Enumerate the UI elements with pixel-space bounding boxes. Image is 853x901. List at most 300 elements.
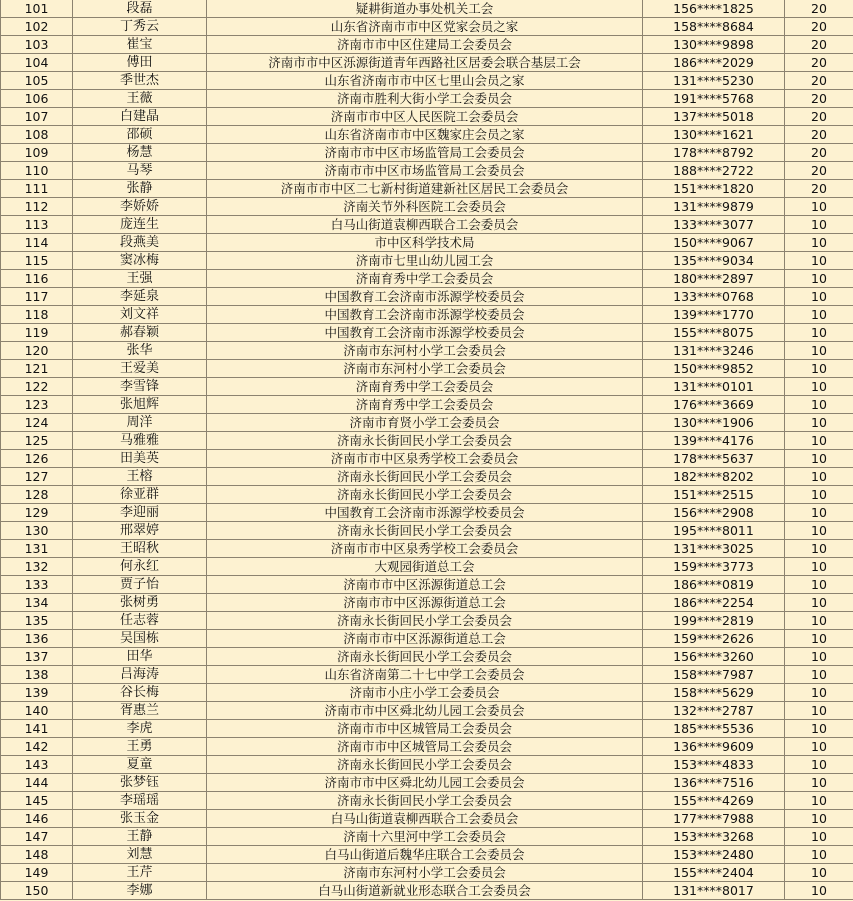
points-cell: 10 (785, 828, 853, 846)
organization-cell: 济南市市中区泺源街道总工会 (207, 630, 643, 648)
table-row (1, 630, 853, 648)
organization-cell: 济南永长街回民小学工会委员会 (207, 612, 643, 630)
phone-cell: 153****2480 (643, 846, 785, 864)
name-cell: 王薇 (73, 90, 207, 108)
points-cell: 20 (785, 72, 853, 90)
row-number-cell: 138 (1, 666, 73, 684)
points-cell: 10 (785, 252, 853, 270)
row-number-cell: 146 (1, 810, 73, 828)
table-row (1, 846, 853, 864)
organization-cell: 济南永长街回民小学工会委员会 (207, 468, 643, 486)
row-number-cell: 114 (1, 234, 73, 252)
table-row (1, 180, 853, 198)
table-row (1, 432, 853, 450)
row-number-cell: 133 (1, 576, 73, 594)
table-row (1, 144, 853, 162)
phone-cell: 132****2787 (643, 702, 785, 720)
name-cell: 何永红 (73, 558, 207, 576)
organization-cell: 济南育秀中学工会委员会 (207, 396, 643, 414)
row-number-cell: 150 (1, 882, 73, 900)
name-cell: 任志蓉 (73, 612, 207, 630)
points-cell: 10 (785, 198, 853, 216)
row-number-cell: 147 (1, 828, 73, 846)
table-row (1, 360, 853, 378)
organization-cell: 济南市市中区舜北幼儿园工会委员会 (207, 774, 643, 792)
row-number-cell: 137 (1, 648, 73, 666)
name-cell: 胥惠兰 (73, 702, 207, 720)
row-number-cell: 106 (1, 90, 73, 108)
phone-cell: 155****4269 (643, 792, 785, 810)
points-cell: 10 (785, 648, 853, 666)
organization-cell: 济南永长街回民小学工会委员会 (207, 432, 643, 450)
row-number-cell: 102 (1, 18, 73, 36)
phone-cell: 185****5536 (643, 720, 785, 738)
organization-cell: 中国教育工会济南市泺源学校委员会 (207, 324, 643, 342)
points-cell: 20 (785, 18, 853, 36)
row-number-cell: 117 (1, 288, 73, 306)
table-row (1, 36, 853, 54)
table-row (1, 738, 853, 756)
row-number-cell: 144 (1, 774, 73, 792)
name-cell: 季世杰 (73, 72, 207, 90)
row-number-cell: 112 (1, 198, 73, 216)
organization-cell: 山东省济南第二十七中学工会委员会 (207, 666, 643, 684)
table-row (1, 54, 853, 72)
organization-cell: 济南永长街回民小学工会委员会 (207, 756, 643, 774)
row-number-cell: 105 (1, 72, 73, 90)
points-cell: 10 (785, 378, 853, 396)
row-number-cell: 116 (1, 270, 73, 288)
name-cell: 段燕美 (73, 234, 207, 252)
points-cell: 20 (785, 36, 853, 54)
phone-cell: 131****5230 (643, 72, 785, 90)
name-cell: 李瑶瑶 (73, 792, 207, 810)
row-number-cell: 139 (1, 684, 73, 702)
name-cell: 庞连生 (73, 216, 207, 234)
phone-cell: 199****2819 (643, 612, 785, 630)
points-cell: 20 (785, 108, 853, 126)
organization-cell: 济南市市中区泺源街道总工会 (207, 594, 643, 612)
points-cell: 10 (785, 234, 853, 252)
phone-cell: 178****8792 (643, 144, 785, 162)
name-cell: 王芹 (73, 864, 207, 882)
table-row (1, 162, 853, 180)
organization-cell: 济南永长街回民小学工会委员会 (207, 792, 643, 810)
table-row (1, 828, 853, 846)
name-cell: 张树勇 (73, 594, 207, 612)
name-cell: 王静 (73, 828, 207, 846)
points-cell: 10 (785, 684, 853, 702)
table-row (1, 450, 853, 468)
row-number-cell: 149 (1, 864, 73, 882)
name-cell: 王昭秋 (73, 540, 207, 558)
row-number-cell: 122 (1, 378, 73, 396)
table-row (1, 576, 853, 594)
organization-cell: 白马山街道后魏华庄联合工会委员会 (207, 846, 643, 864)
name-cell: 刘文祥 (73, 306, 207, 324)
phone-cell: 135****9034 (643, 252, 785, 270)
organization-cell: 济南市市中区市场监管局工会委员会 (207, 162, 643, 180)
organization-cell: 山东省济南市市中区魏家庄会员之家 (207, 126, 643, 144)
organization-cell: 济南市市中区二七新村街道建新社区居民工会委员会 (207, 180, 643, 198)
table-row (1, 756, 853, 774)
organization-cell: 济南市胜利大街小学工会委员会 (207, 90, 643, 108)
organization-cell: 济南市市中区人民医院工会委员会 (207, 108, 643, 126)
points-cell: 20 (785, 180, 853, 198)
phone-cell: 156****1825 (643, 0, 785, 18)
name-cell: 周洋 (73, 414, 207, 432)
organization-cell: 济南市市中区泉秀学校工会委员会 (207, 450, 643, 468)
name-cell: 杨慧 (73, 144, 207, 162)
row-number-cell: 135 (1, 612, 73, 630)
table-row (1, 522, 853, 540)
table-row (1, 720, 853, 738)
table-row (1, 306, 853, 324)
row-number-cell: 130 (1, 522, 73, 540)
phone-cell: 131****0101 (643, 378, 785, 396)
organization-cell: 白马山街道新就业形态联合工会委员会 (207, 882, 643, 900)
points-cell: 10 (785, 864, 853, 882)
organization-cell: 济南市小庄小学工会委员会 (207, 684, 643, 702)
table-row (1, 0, 853, 18)
points-cell: 10 (785, 522, 853, 540)
table-row (1, 504, 853, 522)
organization-cell: 山东省济南市市中区党家会员之家 (207, 18, 643, 36)
name-cell: 丁秀云 (73, 18, 207, 36)
row-number-cell: 132 (1, 558, 73, 576)
table-row (1, 216, 853, 234)
points-cell: 10 (785, 558, 853, 576)
points-cell: 10 (785, 360, 853, 378)
name-cell: 李延泉 (73, 288, 207, 306)
points-cell: 10 (785, 324, 853, 342)
table-row (1, 252, 853, 270)
phone-cell: 139****1770 (643, 306, 785, 324)
table-row (1, 774, 853, 792)
row-number-cell: 145 (1, 792, 73, 810)
organization-cell: 济南永长街回民小学工会委员会 (207, 522, 643, 540)
name-cell: 马雅雅 (73, 432, 207, 450)
phone-cell: 131****8017 (643, 882, 785, 900)
organization-cell: 白马山街道袁柳西联合工会委员会 (207, 216, 643, 234)
row-number-cell: 103 (1, 36, 73, 54)
row-number-cell: 118 (1, 306, 73, 324)
table-row (1, 882, 853, 900)
phone-cell: 159****3773 (643, 558, 785, 576)
name-cell: 邢翠婷 (73, 522, 207, 540)
row-number-cell: 108 (1, 126, 73, 144)
name-cell: 田华 (73, 648, 207, 666)
points-cell: 10 (785, 486, 853, 504)
table-row (1, 468, 853, 486)
table-row (1, 234, 853, 252)
points-cell: 10 (785, 756, 853, 774)
phone-cell: 156****2908 (643, 504, 785, 522)
points-cell: 10 (785, 342, 853, 360)
table-row (1, 270, 853, 288)
points-cell: 10 (785, 702, 853, 720)
points-cell: 20 (785, 0, 853, 18)
phone-cell: 180****2897 (643, 270, 785, 288)
table-row (1, 396, 853, 414)
name-cell: 徐亚群 (73, 486, 207, 504)
row-number-cell: 128 (1, 486, 73, 504)
row-number-cell: 143 (1, 756, 73, 774)
points-cell: 10 (785, 594, 853, 612)
organization-cell: 市中区科学技术局 (207, 234, 643, 252)
phone-cell: 186****2254 (643, 594, 785, 612)
organization-cell: 济南永长街回民小学工会委员会 (207, 486, 643, 504)
organization-cell: 济南市市中区泺源街道总工会 (207, 576, 643, 594)
phone-cell: 177****7988 (643, 810, 785, 828)
organization-cell: 济南市育贤小学工会委员会 (207, 414, 643, 432)
table-row (1, 810, 853, 828)
row-number-cell: 136 (1, 630, 73, 648)
points-cell: 10 (785, 468, 853, 486)
row-number-cell: 119 (1, 324, 73, 342)
row-number-cell: 127 (1, 468, 73, 486)
points-cell: 10 (785, 414, 853, 432)
table-row (1, 864, 853, 882)
table-row (1, 198, 853, 216)
organization-cell: 济南育秀中学工会委员会 (207, 270, 643, 288)
points-cell: 10 (785, 576, 853, 594)
organization-cell: 济南育秀中学工会委员会 (207, 378, 643, 396)
points-cell: 10 (785, 450, 853, 468)
row-number-cell: 113 (1, 216, 73, 234)
name-cell: 白建晶 (73, 108, 207, 126)
row-number-cell: 107 (1, 108, 73, 126)
points-cell: 10 (785, 720, 853, 738)
phone-cell: 153****3268 (643, 828, 785, 846)
row-number-cell: 129 (1, 504, 73, 522)
table-row (1, 108, 853, 126)
name-cell: 张静 (73, 180, 207, 198)
organization-cell: 疑耕街道办事处机关工会 (207, 0, 643, 18)
organization-cell: 白马山街道袁柳西联合工会委员会 (207, 810, 643, 828)
name-cell: 吕海涛 (73, 666, 207, 684)
row-number-cell: 126 (1, 450, 73, 468)
row-number-cell: 125 (1, 432, 73, 450)
name-cell: 贾子怡 (73, 576, 207, 594)
phone-cell: 130****1906 (643, 414, 785, 432)
row-number-cell: 121 (1, 360, 73, 378)
table-row (1, 702, 853, 720)
name-cell: 王榕 (73, 468, 207, 486)
name-cell: 谷长梅 (73, 684, 207, 702)
points-cell: 10 (785, 612, 853, 630)
organization-cell: 济南市市中区泉秀学校工会委员会 (207, 540, 643, 558)
organization-cell: 中国教育工会济南市泺源学校委员会 (207, 306, 643, 324)
points-cell: 10 (785, 288, 853, 306)
organization-cell: 济南市市中区城管局工会委员会 (207, 738, 643, 756)
name-cell: 段磊 (73, 0, 207, 18)
table-row (1, 792, 853, 810)
name-cell: 李迎丽 (73, 504, 207, 522)
points-cell: 10 (785, 846, 853, 864)
phone-cell: 131****3246 (643, 342, 785, 360)
name-cell: 张梦钰 (73, 774, 207, 792)
phone-cell: 137****5018 (643, 108, 785, 126)
organization-cell: 济南市市中区泺源街道青年西路社区居委会联合基层工会 (207, 54, 643, 72)
name-cell: 崔宝 (73, 36, 207, 54)
row-number-cell: 123 (1, 396, 73, 414)
row-number-cell: 148 (1, 846, 73, 864)
name-cell: 邵硕 (73, 126, 207, 144)
organization-cell: 济南永长街回民小学工会委员会 (207, 648, 643, 666)
row-number-cell: 104 (1, 54, 73, 72)
name-cell: 马琴 (73, 162, 207, 180)
table-row (1, 90, 853, 108)
points-cell: 10 (785, 216, 853, 234)
row-number-cell: 124 (1, 414, 73, 432)
points-cell: 10 (785, 396, 853, 414)
row-number-cell: 109 (1, 144, 73, 162)
organization-cell: 济南市东河村小学工会委员会 (207, 360, 643, 378)
row-number-cell: 115 (1, 252, 73, 270)
phone-cell: 151****2515 (643, 486, 785, 504)
row-number-cell: 110 (1, 162, 73, 180)
name-cell: 张玉金 (73, 810, 207, 828)
phone-cell: 130****1621 (643, 126, 785, 144)
name-cell: 王强 (73, 270, 207, 288)
organization-cell: 中国教育工会济南市泺源学校委员会 (207, 288, 643, 306)
table-row (1, 18, 853, 36)
phone-cell: 133****3077 (643, 216, 785, 234)
phone-cell: 158****7987 (643, 666, 785, 684)
points-cell: 10 (785, 306, 853, 324)
name-cell: 李雪锋 (73, 378, 207, 396)
phone-cell: 191****5768 (643, 90, 785, 108)
organization-cell: 济南关节外科医院工会委员会 (207, 198, 643, 216)
name-cell: 刘慧 (73, 846, 207, 864)
table-row (1, 594, 853, 612)
phone-cell: 195****8011 (643, 522, 785, 540)
table-row (1, 342, 853, 360)
name-cell: 田美英 (73, 450, 207, 468)
phone-cell: 139****4176 (643, 432, 785, 450)
organization-cell: 中国教育工会济南市泺源学校委员会 (207, 504, 643, 522)
points-cell: 10 (785, 540, 853, 558)
points-cell: 10 (785, 630, 853, 648)
phone-cell: 188****2722 (643, 162, 785, 180)
organization-cell: 济南市市中区市场监管局工会委员会 (207, 144, 643, 162)
table-row (1, 612, 853, 630)
phone-cell: 159****2626 (643, 630, 785, 648)
organization-cell: 济南市东河村小学工会委员会 (207, 864, 643, 882)
points-cell: 20 (785, 144, 853, 162)
row-number-cell: 134 (1, 594, 73, 612)
organization-cell: 济南市市中区舜北幼儿园工会委员会 (207, 702, 643, 720)
row-number-cell: 131 (1, 540, 73, 558)
name-cell: 窦冰梅 (73, 252, 207, 270)
table-body (1, 0, 853, 900)
table-row (1, 72, 853, 90)
points-cell: 10 (785, 810, 853, 828)
phone-cell: 182****8202 (643, 468, 785, 486)
points-cell: 20 (785, 126, 853, 144)
organization-cell: 济南市市中区住建局工会委员会 (207, 36, 643, 54)
points-cell: 10 (785, 882, 853, 900)
row-number-cell: 142 (1, 738, 73, 756)
name-cell: 张旭辉 (73, 396, 207, 414)
organization-cell: 济南市市中区城管局工会委员会 (207, 720, 643, 738)
table-row (1, 414, 853, 432)
phone-cell: 150****9067 (643, 234, 785, 252)
organization-cell: 济南十六里河中学工会委员会 (207, 828, 643, 846)
row-number-cell: 141 (1, 720, 73, 738)
phone-cell: 153****4833 (643, 756, 785, 774)
organization-cell: 济南市东河村小学工会委员会 (207, 342, 643, 360)
name-cell: 李娜 (73, 882, 207, 900)
phone-cell: 136****9609 (643, 738, 785, 756)
organization-cell: 大观园街道总工会 (207, 558, 643, 576)
name-cell: 李虎 (73, 720, 207, 738)
phone-cell: 186****2029 (643, 54, 785, 72)
name-cell: 傅田 (73, 54, 207, 72)
organization-cell: 济南市七里山幼儿园工会 (207, 252, 643, 270)
table-row (1, 648, 853, 666)
table-row (1, 558, 853, 576)
row-number-cell: 101 (1, 0, 73, 18)
points-cell: 10 (785, 504, 853, 522)
phone-cell: 155****2404 (643, 864, 785, 882)
table-row (1, 288, 853, 306)
table-row (1, 684, 853, 702)
phone-cell: 130****9898 (643, 36, 785, 54)
name-cell: 李娇娇 (73, 198, 207, 216)
phone-cell: 151****1820 (643, 180, 785, 198)
points-cell: 10 (785, 432, 853, 450)
phone-cell: 150****9852 (643, 360, 785, 378)
name-cell: 郝春颖 (73, 324, 207, 342)
name-cell: 吴国栋 (73, 630, 207, 648)
phone-cell: 158****5629 (643, 684, 785, 702)
table-row (1, 486, 853, 504)
phone-cell: 178****5637 (643, 450, 785, 468)
table-row (1, 378, 853, 396)
name-cell: 王爱美 (73, 360, 207, 378)
points-cell: 10 (785, 666, 853, 684)
points-cell: 10 (785, 774, 853, 792)
row-number-cell: 120 (1, 342, 73, 360)
phone-cell: 131****3025 (643, 540, 785, 558)
phone-cell: 131****9879 (643, 198, 785, 216)
phone-cell: 156****3260 (643, 648, 785, 666)
points-cell: 20 (785, 162, 853, 180)
phone-cell: 186****0819 (643, 576, 785, 594)
points-cell: 20 (785, 54, 853, 72)
name-cell: 夏童 (73, 756, 207, 774)
phone-cell: 158****8684 (643, 18, 785, 36)
organization-cell: 山东省济南市市中区七里山会员之家 (207, 72, 643, 90)
points-cell: 10 (785, 792, 853, 810)
table-row (1, 324, 853, 342)
table-row (1, 126, 853, 144)
name-cell: 王勇 (73, 738, 207, 756)
points-cell: 20 (785, 90, 853, 108)
phone-cell: 133****0768 (643, 288, 785, 306)
row-number-cell: 140 (1, 702, 73, 720)
phone-cell: 136****7516 (643, 774, 785, 792)
phone-cell: 176****3669 (643, 396, 785, 414)
points-cell: 10 (785, 270, 853, 288)
row-number-cell: 111 (1, 180, 73, 198)
name-cell: 张华 (73, 342, 207, 360)
phone-cell: 155****8075 (643, 324, 785, 342)
table-row (1, 666, 853, 684)
table-row (1, 540, 853, 558)
